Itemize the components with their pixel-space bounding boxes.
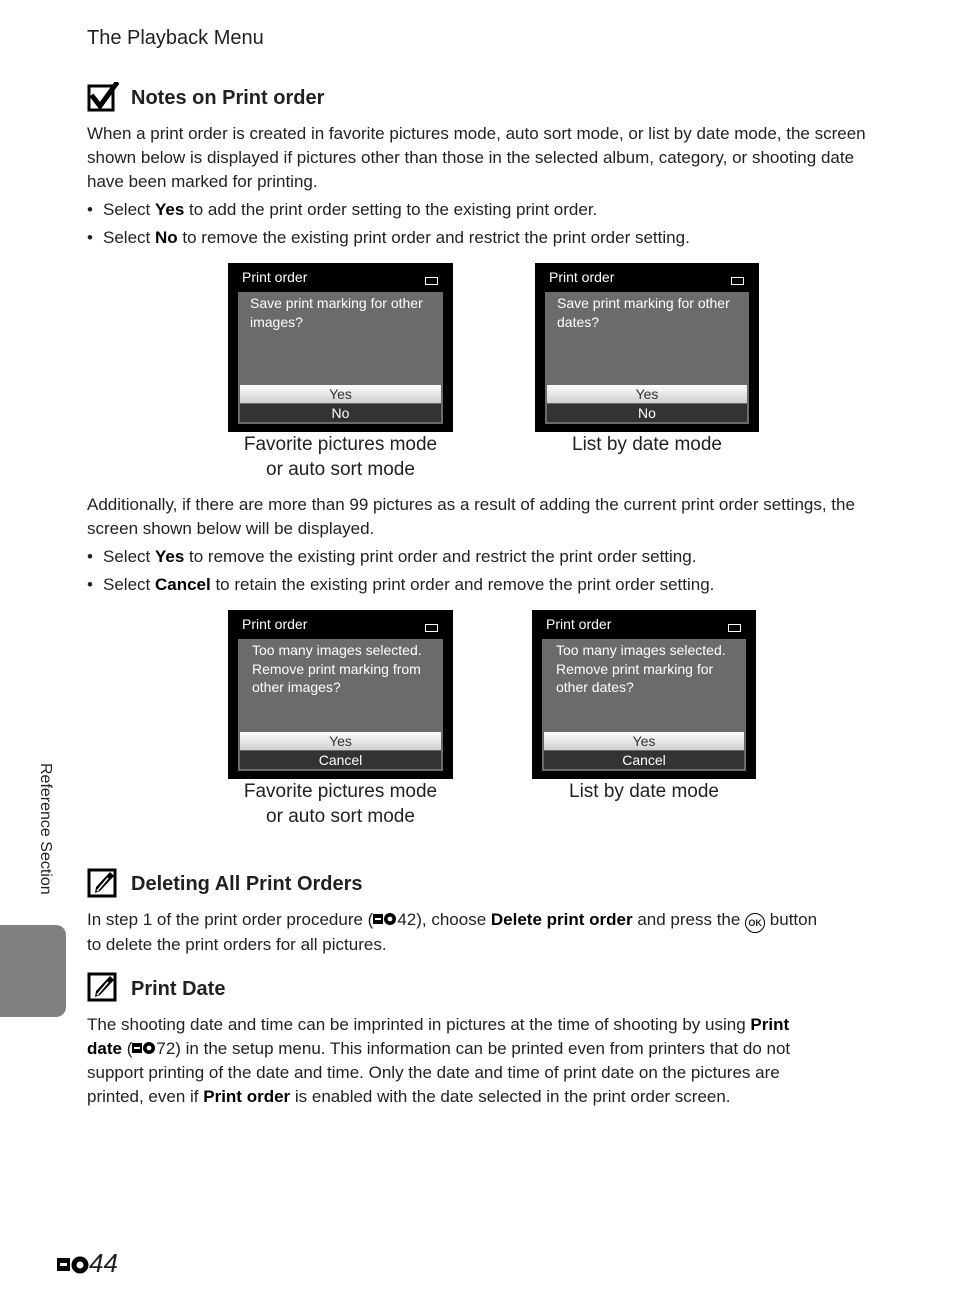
caution-icon [87, 82, 119, 119]
deleting-title: Deleting All Print Orders [131, 873, 363, 895]
pencil-note-icon [87, 867, 119, 904]
option-yes[interactable]: Yes [240, 385, 441, 403]
camera-screen-too-many-dates [532, 610, 756, 779]
caption-favorite-2: Favorite pictures mode or auto sort mode [243, 781, 438, 827]
notes-title: Notes on Print order [131, 87, 325, 109]
dialog-body [542, 639, 746, 771]
dialog-message: Save print marking for other dates? [557, 295, 730, 330]
bullet-yes: • Select Yes to add the print order setting to the existing print order. [87, 200, 598, 219]
camera-screen-favorite [228, 263, 453, 432]
printdate-text: The shooting date and time can be imprinted in pictures at the time of shooting by using Print date ( 72) in the setup menu. This information can be printed even from printers that do not support printing of the date and time. Only the date and time of print date on the pictures are printed, even if Print order is enabled with the date selected in the print order screen. [87, 1015, 791, 1106]
side-section-tab [0, 925, 66, 1017]
battery-icon [728, 624, 741, 632]
caption-list-by-date-2: List by date mode [569, 781, 719, 802]
dialog-message: Too many images selected. Remove print marking for other dates? [556, 642, 726, 695]
bullet-no: • Select No to remove the existing print order and restrict the print order setting. [87, 228, 690, 247]
option-cancel[interactable]: Cancel [240, 751, 441, 769]
option-yes[interactable]: Yes [240, 732, 441, 750]
option-yes[interactable]: Yes [544, 732, 744, 750]
battery-icon [425, 624, 438, 632]
caption-list-by-date: List by date mode [572, 434, 722, 455]
option-no[interactable]: No [547, 404, 747, 422]
screen-title: Print order [242, 269, 308, 285]
camera-screen-too-many-favorite [228, 610, 453, 779]
option-yes[interactable]: Yes [547, 385, 747, 403]
camera-screen-list-by-date [535, 263, 759, 432]
additional-text: Additionally, if there are more than 99 pictures as a result of adding the current print order settings, the screen shown below will be displayed. [87, 495, 855, 538]
dialog-body [238, 292, 443, 424]
page-number: 44 [57, 1248, 118, 1279]
reference-section-icon [373, 910, 397, 929]
notes-intro: When a print order is created in favorite pictures mode, auto sort mode, or list by date mode, the screen shown below is displayed if pictures other than those in the selected album, category, or shooting date have been marked for printing. [87, 124, 866, 191]
printdate-title: Print Date [131, 978, 226, 1000]
reference-section-icon [57, 1248, 89, 1278]
ok-button-icon: OK [745, 913, 765, 933]
option-no[interactable]: No [240, 404, 441, 422]
caption-favorite: Favorite pictures mode or auto sort mode [243, 434, 438, 480]
screen-title: Print order [242, 616, 308, 632]
option-cancel[interactable]: Cancel [544, 751, 744, 769]
battery-icon [731, 277, 744, 285]
dialog-message: Save print marking for other images? [250, 295, 423, 330]
dialog-body [238, 639, 443, 771]
screen-title: Print order [546, 616, 612, 632]
running-header: The Playback Menu [87, 27, 264, 49]
pencil-note-icon [87, 971, 119, 1008]
screen-title: Print order [549, 269, 615, 285]
bullet-yes-2: • Select Yes to remove the existing print order and restrict the print order setting. [87, 547, 697, 566]
side-section-label: Reference Section [37, 763, 54, 895]
dialog-message: Too many images selected. Remove print marking from other images? [252, 642, 422, 695]
deleting-text: In step 1 of the print order procedure ( 42), choose Delete print order and press the OK button to delete the print orders for all pictures. [87, 910, 818, 954]
reference-section-icon [132, 1039, 156, 1058]
dialog-body [545, 292, 749, 424]
bullet-cancel: • Select Cancel to retain the existing print order and remove the print order setting. [87, 575, 715, 594]
battery-icon [425, 277, 438, 285]
